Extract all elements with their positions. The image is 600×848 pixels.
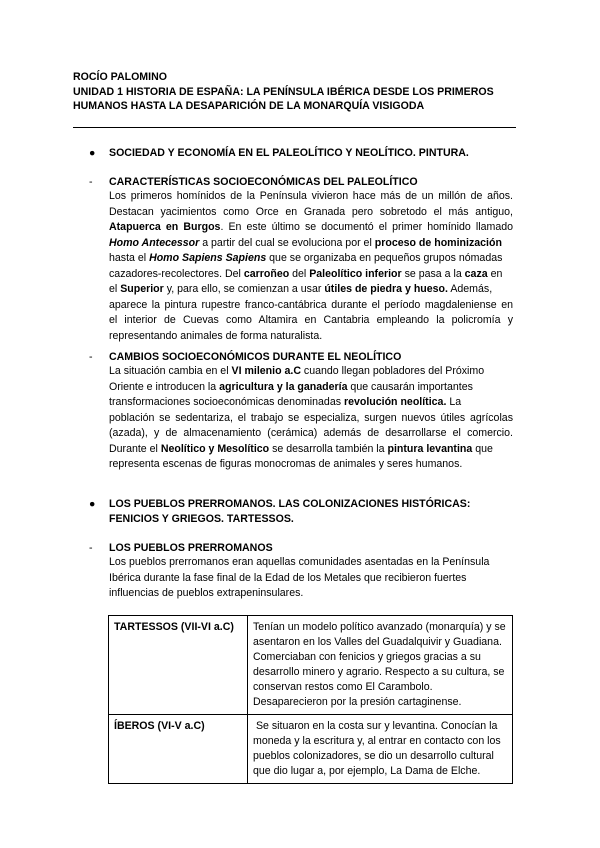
unit-title-line-1: UNIDAD 1 HISTORIA DE ESPAÑA: LA PENÍNSULA IBÉRICA DESDE LOS PRIMEROS (73, 86, 494, 98)
text-line: hasta el Homo Sapiens Sapiens que se organizaba en pequeños grupos nómadas (109, 252, 503, 264)
text-line: influencias de pueblos extrapeninsulares. (109, 587, 304, 599)
text-line: representando animales de forma naturalista. (109, 329, 323, 342)
cell-line: Tenían un modelo político avanzado (monarquía) y se (253, 621, 506, 633)
text-line: Los primeros homínidos de la Península vivieron hace más de un millón de años. (109, 190, 513, 202)
bullet-icon: ● (89, 147, 96, 159)
cell-line: asentaron en los Valles del Guadalquivir y Guadiana. (253, 636, 502, 648)
paragraph-paleolitico (109, 189, 513, 344)
text-line: aparece la pintura rupestre franco-cantábrica durante el período magdaleniense en (109, 298, 513, 311)
table-row (109, 715, 513, 784)
cell-line: Desaparecieron por la presión cartaginense. (253, 696, 462, 708)
cell-line: conservan restos como El Carambolo. (253, 681, 433, 693)
dash-marker: - (89, 351, 93, 363)
dash-marker: - (89, 542, 93, 554)
cell-line: desarrollo minero y agrario. Respecto a su cultura, se (253, 666, 505, 678)
header-divider (73, 127, 516, 128)
text-line: el interior de Cuevas como Altamira en Cantabria empleando la policromía y (109, 314, 513, 326)
section-heading-2-line-2: FENICIOS Y GRIEGOS. TARTESSOS. (109, 513, 294, 525)
text-line: Los pueblos prerromanos eran aquellas comunidades asentadas en la Península (109, 556, 490, 568)
paragraph-neolitico (109, 364, 513, 473)
subheading-prerromanos-text: LOS PUEBLOS PRERROMANOS (109, 542, 273, 554)
section-heading-2-line-1: LOS PUEBLOS PRERROMANOS. LAS COLONIZACIONES HISTÓRICAS: (109, 498, 471, 510)
unit-title-line-2: HUMANOS HASTA LA DESAPARICIÓN DE LA MONARQUÍA VISIGODA (73, 100, 425, 112)
text-line: (azada), y de almacenamiento (cerámica) además de desarrollarse el comercio. (109, 427, 513, 439)
paragraph-prerromanos (109, 555, 513, 602)
section-heading-1-text: SOCIEDAD Y ECONOMÍA EN EL PALEOLÍTICO Y NEOLÍTICO. PINTURA. (109, 147, 469, 159)
text-line: población se sedentariza, el trabajo se especializa, surgen nuevos útiles agrícolas (109, 411, 513, 424)
text-line: cazadores-recolectores. Del carroñeo del Paleolítico inferior se pasa a la caza en (109, 267, 503, 280)
cell-line: Se situaron en la costa sur y levantina. Conocían la (253, 720, 498, 732)
text-line: La situación cambia en el VI milenio a.C cuando llegan pobladores del Próximo (109, 365, 485, 377)
dash-marker: - (89, 176, 93, 188)
text-line: transformaciones socioeconómicas denominadas revolución neolítica. La (109, 396, 462, 408)
subheading-neolitico-text: CAMBIOS SOCIOECONÓMICOS DURANTE EL NEOLÍTICO (109, 351, 402, 363)
text-line: Oriente e introducen la agricultura y la ganadería que causarán importantes (109, 380, 473, 393)
text-line: el Superior y, para ello, se comienzan a usar útiles de piedra y hueso. Además, (109, 283, 493, 295)
author-name: ROCÍO PALOMINO (73, 71, 167, 83)
subheading-paleolitico-text: CARACTERÍSTICAS SOCIOECONÓMICAS DEL PALEOLÍTICO (109, 176, 418, 188)
text-line: representa escenas de figuras monocromas de animales y seres humanos. (109, 458, 463, 470)
table-cell-description (248, 715, 513, 784)
text-line: Destacan yacimientos como Orce en Granada pero sobretodo el más antiguo, (109, 205, 513, 218)
text-line: Ibérica durante la fase final de la Edad de los Metales que recibieron fuertes (109, 571, 467, 584)
pueblos-table (108, 615, 513, 784)
table-cell-description (248, 616, 513, 715)
cell-line: Comerciaban con fenicios y griegos gracias a su (253, 651, 481, 663)
table-row (109, 616, 513, 715)
table-cell-key: TARTESSOS (VII-VI a.C) (109, 616, 248, 715)
bullet-icon: ● (89, 498, 96, 510)
text-line: Durante el Neolítico y Mesolítico se desarrolla también la pintura levantina que (109, 442, 493, 455)
cell-line: moneda y la escritura y, al entrar en contacto con los (253, 735, 501, 747)
text-line: Atapuerca en Burgos. En este último se documentó el primer homínido llamado (109, 221, 513, 233)
cell-line: que dio lugar a, por ejemplo, La Dama de Elche. (253, 765, 481, 777)
table-cell-key: ÍBEROS (VI-V a.C) (109, 715, 248, 784)
cell-line: pueblos colonizadores, se dio un desarrollo cultural (253, 750, 494, 762)
text-line: Homo Antecessor a partir del cual se evoluciona por el proceso de hominización (109, 236, 502, 249)
